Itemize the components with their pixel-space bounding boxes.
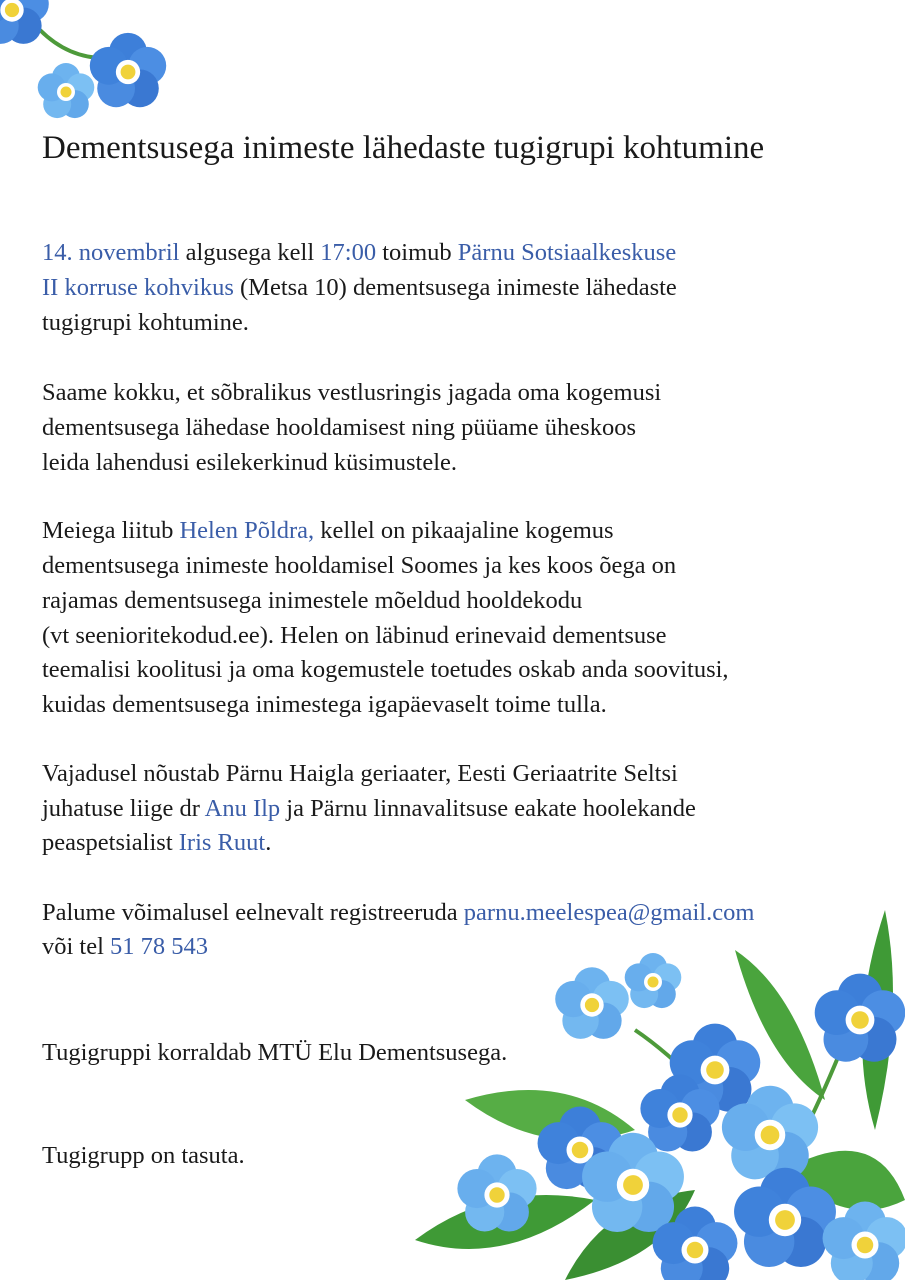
free-of-charge-text: Tugigrupp on tasuta. <box>42 1142 245 1169</box>
event-venue: Pärnu Sotsiaalkeskuse <box>457 239 677 266</box>
paragraph2-line1: Saame kokku, et sõbralikus vestlusringis jagada oma kogemusi <box>42 379 662 406</box>
contact-email-link[interactable]: parnu.meelespea@gmail.com <box>463 899 755 926</box>
paragraph3-line4: (vt seenioritekodud.ee). Helen on läbinud erinevaid dementsuse <box>42 622 667 649</box>
paragraph3-line1: Meiega liitub Helen Põldra, kellel on pikaajaline kogemus <box>42 517 614 544</box>
paragraph3-line5: teemalisi koolitusi ja oma kogemustele toetudes oskab anda soovitusi, <box>42 656 729 683</box>
speaker-name: Helen Põldra, <box>179 517 315 544</box>
paragraph2-line3: leida lahendusi esilekerkinud küsimustele. <box>42 449 458 476</box>
paragraph5-line1: Palume võimalusel eelnevalt registreeruda parnu.meelespea@gmail.com <box>42 899 755 926</box>
paragraph1-line3: tugigrupi kohtumine. <box>42 309 249 336</box>
paragraph4-line3: peaspetsialist Iris Ruut. <box>42 829 272 856</box>
specialist-name: Iris Ruut <box>178 829 266 856</box>
paragraph3-line6: kuidas dementsusega inimestega igapäevaselt toime tulla. <box>42 691 607 718</box>
paragraph1-line1: 14. novembril algusega kell 17:00 toimub Pärnu Sotsiaalkeskuse <box>42 239 677 266</box>
paragraph2-line2: dementsusega lähedase hooldamisest ning püüame üheskoos <box>42 414 636 441</box>
paragraph5-line2: või tel 51 78 543 <box>42 933 209 960</box>
page-title: Dementsusega inimeste lähedaste tugigrupi kohtumine <box>42 130 765 166</box>
doctor-name: Anu Ilp <box>204 795 281 822</box>
event-venue-room: II korruse kohvikus <box>42 274 234 301</box>
top-left-flowers-decoration <box>0 0 190 130</box>
paragraph4-line2: juhatuse liige dr Anu Ilp ja Pärnu linnavalitsuse eakate hoolekande <box>42 795 696 822</box>
organizer-text: Tugigruppi korraldab MTÜ Elu Dementsusega. <box>42 1039 508 1066</box>
bottom-right-bouquet-decoration <box>405 870 905 1280</box>
event-date: 14. novembril <box>42 239 180 266</box>
paragraph4-line1: Vajadusel nõustab Pärnu Haigla geriaater, Eesti Geriaatrite Seltsi <box>42 760 678 787</box>
paragraph1-line2: II korruse kohvikus (Metsa 10) dementsusega inimeste lähedaste <box>42 274 677 301</box>
paragraph3-line2: dementsusega inimeste hooldamisel Soomes ja kes koos õega on <box>42 552 677 579</box>
contact-phone-link[interactable]: 51 78 543 <box>110 933 209 960</box>
event-time: 17:00 <box>320 239 377 266</box>
paragraph3-line3: rajamas dementsusega inimestele mõeldud hooldekodu <box>42 587 583 614</box>
